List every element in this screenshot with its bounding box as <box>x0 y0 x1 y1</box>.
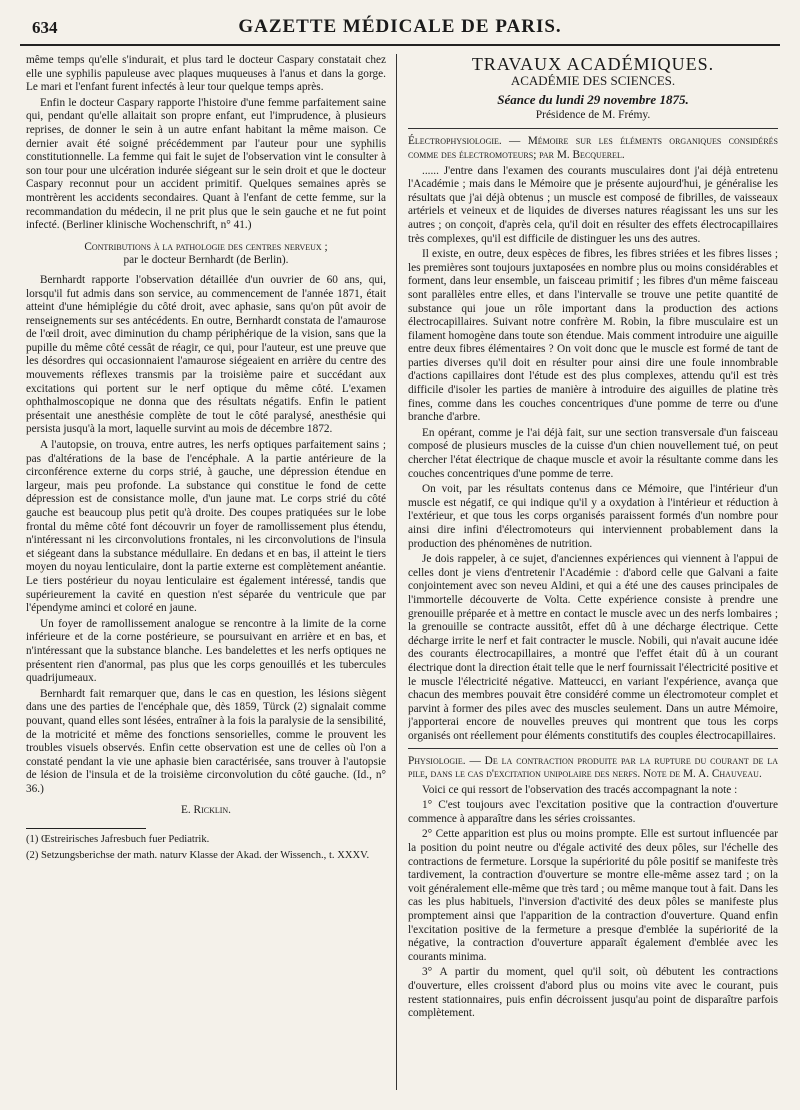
paragraph: Un foyer de ramollissement analogue se rencontre à la limite de la corne inférieure et de la corne postérieure, se poursuivant en arrière et en bas, et n'intéressant que la substance blanche. Les bandelettes et les nerfs optiques ne présentent rien d'anormal, pas plus que les corps genouillés et les tubercules quadrijumeaux. <box>26 617 386 685</box>
article-heading: Électrophysiologie. — Mémoire sur les éléments organiques considérés comme des électromoteurs; par M. Becquerel. <box>408 135 778 161</box>
paragraph: même temps qu'elle s'indurait, et plus tard le docteur Caspary constatait chez elle une syphilis papuleuse avec plaques muqueuses à l'anus et dans la gorge. Le mari et l'enfant furent infectés à leur tour quelque temps après. <box>26 54 386 94</box>
page-number: 634 <box>32 18 58 37</box>
paragraph: Bernhardt fait remarquer que, dans le cas en question, les lésions siègent dans une des parties de l'encéphale que, dès 1859, Türck (2) signalait comme pouvant, quand elles sont lésées, entraîner à la fois la paralysie de la sensibilité, de la motricité et même des fonctions sensorielles, comme le prouvent les troubles visuels observés. Enfin cette observation est une de celles où l'on a constaté pendant la vie une aphasie bien caractérisée, sans trouver à l'autopsie de lésion de l'insula et de la troisième circonvolution du côté gauche. (Id., n° 36.) <box>26 687 386 795</box>
article-heading: Physiologie. — De la contraction produite par la rupture du courant de la pile, dans le cas d'excitation unipolaire des nerfs. Note de M. A. Chauveau. <box>408 754 778 781</box>
journal-title: GAZETTE MÉDICALE DE PARIS. <box>238 16 562 37</box>
footnote-rule <box>26 828 146 829</box>
section-title: Contributions à la pathologie des centres nerveux ; <box>84 240 328 253</box>
right-column <box>408 54 778 1096</box>
footnote: (1) Œstreirisches Jafresbuch fuer Pediatrik. <box>26 834 210 846</box>
paragraph: A l'autopsie, on trouva, entre autres, les nerfs optiques parfaitement sains ; pas d'altérations de la base de l'encéphale. A la partie antérieure de la circonférence externe du corps strié, à gauche, une dépression étendue en largeur, mais peu profonde. La substance qui constitue le fond de cette dépression est de consistance molle, d'un jaune mat. Le corps strié du côté gauche est beaucoup plus petit qu'à droite. Des coupes pratiquées sur le lobe frontal du même côté font découvrir un foyer de ramollissement plus étendu, n'intéressant ni les circonvolutions frontales, ni les circonvolutions de l'insula et siégeant dans la substance médullaire. En dedans et en bas, il atteint le tiers moyen du noyau lenticulaire, dont la partie externe est complètement anéantie. Le tiers postérieur du noyau lenticulaire est également intéressé, tandis que supérieurement la cavité en question n'est séparée du ventricule que par l'épendyme aminci et coloré en jaune. <box>26 439 386 615</box>
paragraph: Enfin le docteur Caspary rapporte l'histoire d'une femme parfaitement saine qui, pendant qu'elle allaitait son propre enfant, eut l'imprudence, à plusieurs reprises, de donner le sein à un autre enfant habitant la même maison. Ce dernier avait été soigné précédemment par l'auteur pour une syphilis constitutionnelle. La femme qui fait le sujet de l'observation vint le consulter à son tour pour une ulcération indurée siégeant sur le sein droit et que le docteur Caspary reconnut pour un accident primitif. Quelques semaines après se montrèrent les accidents secondaires. Quant à l'enfant de cette femme, sur la recommandation du médecin, il ne prit plus que le sein gauche et ne fut point infecté. (Berliner klinische Wochenschrift, n° 41.) <box>26 96 386 232</box>
section-heading <box>26 241 386 268</box>
paragraph: Voici ce qui ressort de l'observation des tracés accompagnant la note : <box>422 783 738 796</box>
column-divider <box>396 54 397 1090</box>
paragraph: 1° C'est toujours avec l'excitation positive que la contraction d'ouverture commence à apparaître dans les séries croissantes. <box>408 799 778 825</box>
divider <box>408 748 778 749</box>
paragraph: En opérant, comme je l'ai déjà fait, sur une section transversale d'un faisceau composé de plusieurs muscles de la cuisse d'un chien nouvellement tué, on peut chercher l'état électrique de chaque muscle et avoir la résultante comme dans les couches concentriques d'une pomme de terre. <box>408 426 778 480</box>
divider <box>408 128 778 129</box>
paragraph: Je dois rappeler, à ce sujet, d'anciennes expériences qui viennent à l'appui de celles dont je viens d'entretenir l'Académie : d'abord celle que Galvani a faite conjointement avec son neveu Aldini, et qui a été une des causes principales de l'immortelle découverte de Volta. Cette expérience consiste à prendre une grenouille préparée et à mettre en contact le muscle avec un des nerfs lombaires ; la grenouille se contracte aussitôt, effet dû à une décharge électrique. Cette décharge irrite le nerf et fait contracter le muscle. Nobili, qui n'avait aucune idée des courants électrocapillaires, a montré que l'effet était dû à un courant électrique dont la direction était telle que le nerf fournissait l'électricité positive et le muscle l'électricité négative. Matteucci, en variant l'expérience, avança que chacun des membres pouvait être considéré comme un électromoteur complet et parvint à former des piles avec des muscles seulement. Dans un autre Mémoire, j'apporterai encore de nouvelles preuves qui montrent que tous les corps organisés ont réellement pour éléments constitutifs des couples électrocapillaires. <box>408 553 778 742</box>
page-header <box>20 14 780 46</box>
paragraph: Il existe, en outre, deux espèces de fibres, les fibres striées et les fibres lisses ; les premières sont toujours juxtaposées en nombre plus ou moins considérables et forment, dans leur ensemble, un faisceau primitif ; les fibres d'un même faisceau sont parallèles entre elles, et dans l'intervalle se trouve une petite quantité de substance qui joue un rôle important dans la production des actions électrocapillaires. Suivant notre confrère M. Robin, la fibre musculaire est un filament homogène dans toute son étendue. Mais comment introduire une aiguille entre deux fibres élémentaires ? On voit donc que le muscle est formé de tant de parties diverses qu'il doit en résulter pour ainsi dire une foule innombrable d'actions capillaires dont l'étude est des plus complexes, attendu qu'il est très difficile d'isoler les parties de manière à introduire des aiguilles de platine très fines, comme dans les couches concentriques d'une pomme de terre ou d'une branche d'arbre. <box>408 248 778 424</box>
paragraph: 3° A partir du moment, quel qu'il soit, où débutent les contractions d'ouverture, elles croissent d'abord plus ou moins vite avec le courant, puis restent stationnaires, puis enfin décroissent jusqu'au point de disparaître parfois complètement. <box>408 966 778 1020</box>
session-president: Présidence de M. Frémy. <box>535 108 651 121</box>
left-column <box>26 54 386 1096</box>
author-signature: E. Ricklin. <box>180 804 231 817</box>
paragraph: Bernhardt rapporte l'observation détaillée d'un ouvrier de 60 ans, qui, lorsqu'il fut admis dans son service, au commencement de l'année 1871, était atteint d'une hémiplégie du côté droit, avec aphasie, sans qu'on pût avoir de renseignements sur ses antécédents. En outre, Bernhardt constata de l'amaurose de l'œil droit, avec diminution du champ périphérique de la vision, sans que la pupille du même côté cessât de réagir, ce qui, pour l'auteur, est une preuve que les désordres qui occasionnaient l'amaurose siégeaient en arrière du centre des mouvements réflexes transmis par la troisième paire et succédant aux excitations qui portent sur le nerf optique du même côté. L'examen ophthalmoscopique ne donna que des résultats négatifs. Enfin le patient présentait une anesthésie complète de tout le côté paralysé, anesthésie qui persista jusqu'à la mort, laquelle survint au mois de décembre 1872. <box>26 273 386 436</box>
paragraph: ...... J'entre dans l'examen des courants musculaires dont j'ai déjà entretenu l'Académie ; mais dans le Mémoire que je présente aujourd'hui, je généralise les résultats que j'ai déjà obtenus ; un muscle est composé de fibrilles, de vaisseaux artériels et veineux et de liquides de diverses natures réagissant les uns sur les autres ; on conçoit, d'après cela, qu'il doit en résulter des effets électrocapillaires très complexes, qu'il est difficile de distinguer les uns des autres. <box>408 164 778 245</box>
session-date: Séance du lundi 29 novembre 1875. <box>497 92 689 108</box>
section-main-title: TRAVAUX ACADÉMIQUES. <box>471 54 715 74</box>
paragraph: 2° Cette apparition est plus ou moins prompte. Elle est surtout influencée par la position du point neutre ou d'égale activité des deux pôles, sur l'échelle des contractions de fermeture. Lorsque la supériorité du pôle positif se manifeste très tardivement, la contraction d'ouverture se montre elle-même assez tard ; on la voit généralement elle-même que très tard ; ou même manque tout à fait. Dans les cas les plus habituels, l'inversion d'activité des deux pôles se manifeste plus promptement ainsi que l'apparition de la contraction d'ouverture. Quand enfin l'excitation positive de la fermeture a presque d'emblée la supériorité de la négative, la contraction d'ouverture apparaît également d'emblée avec les courants minima. <box>408 828 778 963</box>
footnotes <box>26 833 386 862</box>
academy-name: ACADÉMIE DES SCIENCES. <box>510 72 676 88</box>
paragraph: On voit, par les résultats contenus dans ce Mémoire, que l'intérieur d'un muscle est négatif, ce qui indique qu'il y a oxydation à l'intérieur et réduction à l'extérieur, et que tous les corps organisés paraissent formés d'un nombre pour ainsi dire infini d'électromoteurs qui interviennent probablement dans la production des phénomènes de nutrition. <box>408 483 778 550</box>
section-byline: par le docteur Bernhardt (de Berlin). <box>123 254 289 267</box>
footnote: (2) Setzungsberichse der math. naturv Klasse der Akad. der Wissench., t. XXXV. <box>26 849 370 861</box>
